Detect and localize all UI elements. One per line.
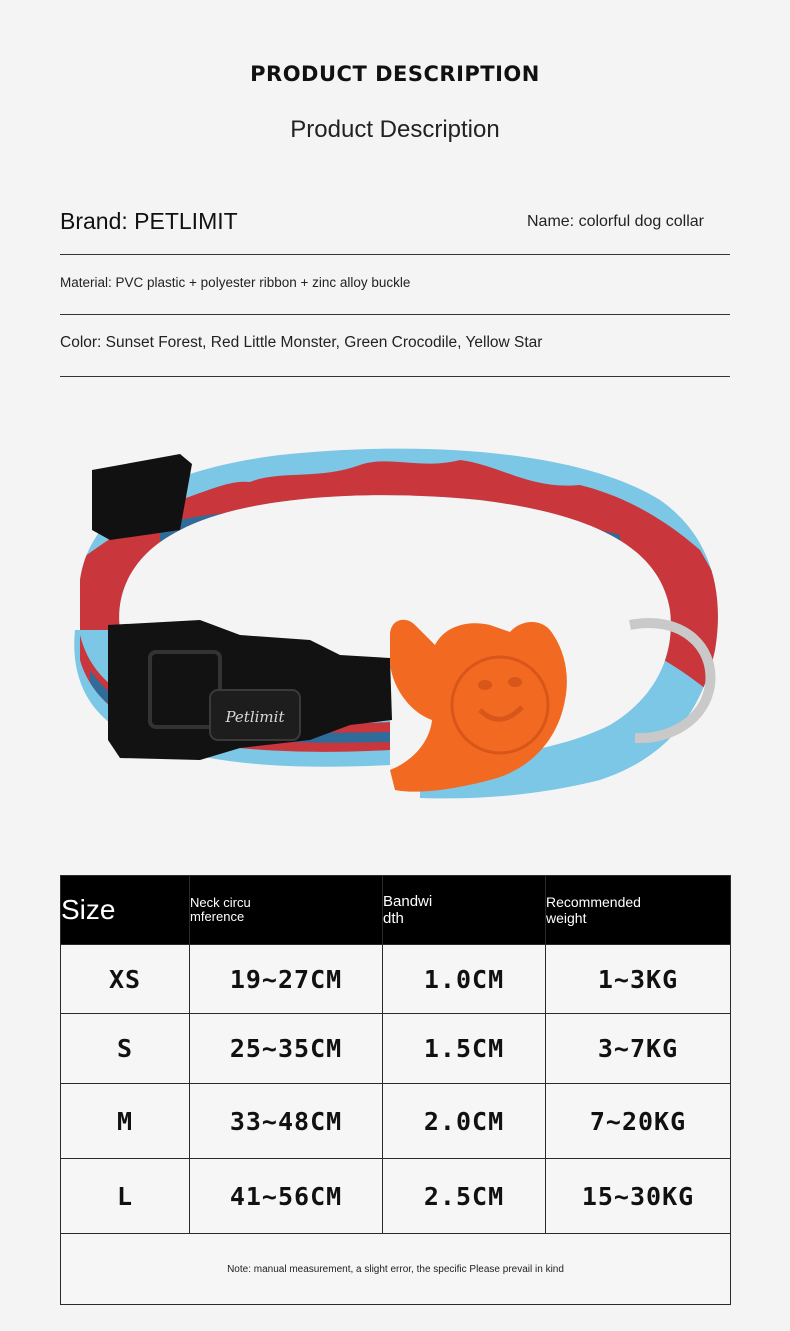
cell-neck: 33~48CM — [190, 1084, 383, 1159]
header-bandwidth: Bandwi dth — [383, 876, 546, 945]
cell-size: XS — [61, 945, 190, 1014]
table-row — [61, 1014, 731, 1084]
table-row — [61, 1084, 731, 1159]
divider — [60, 314, 730, 315]
product-image-dog-collar — [60, 420, 740, 840]
page-title: PRODUCT DESCRIPTION — [250, 62, 540, 86]
product-name-label: Name: colorful dog collar — [527, 213, 704, 230]
cell-band: 2.0CM — [383, 1084, 546, 1159]
header-size: Size — [61, 876, 190, 945]
table-row — [61, 1159, 731, 1234]
cell-neck: 41~56CM — [190, 1159, 383, 1234]
header-neck: Neck circu mference — [190, 876, 383, 945]
cell-neck: 25~35CM — [190, 1014, 383, 1084]
color-label: Color: Sunset Forest, Red Little Monster, Green Crocodile, Yellow Star — [60, 334, 543, 351]
cell-band: 2.5CM — [383, 1159, 546, 1234]
cell-band: 1.0CM — [383, 945, 546, 1014]
collar-adjuster — [92, 454, 192, 540]
cell-size: M — [61, 1084, 190, 1159]
cell-size: S — [61, 1014, 190, 1084]
cell-weight: 7~20KG — [546, 1084, 731, 1159]
cell-weight: 3~7KG — [546, 1014, 731, 1084]
divider — [60, 376, 730, 377]
measurement-note: Note: manual measurement, a slight error, the specific Please prevail in kind — [61, 1234, 731, 1305]
buckle-logo: Petlimit — [225, 708, 285, 726]
page-subtitle: Product Description — [290, 116, 500, 143]
cell-band: 1.5CM — [383, 1014, 546, 1084]
cell-weight: 1~3KG — [546, 945, 731, 1014]
cell-size: L — [61, 1159, 190, 1234]
brand-label: Brand: PETLIMIT — [60, 208, 238, 234]
table-row — [61, 945, 731, 1014]
header-weight: Recommended weight — [546, 876, 731, 945]
divider — [60, 254, 730, 255]
table-note-row — [61, 1234, 731, 1305]
size-table — [60, 875, 731, 1305]
cell-neck: 19~27CM — [190, 945, 383, 1014]
material-label: Material: PVC plastic + polyester ribbon + zinc alloy buckle — [60, 275, 411, 290]
cell-weight: 15~30KG — [546, 1159, 731, 1234]
size-table-header — [61, 876, 731, 945]
